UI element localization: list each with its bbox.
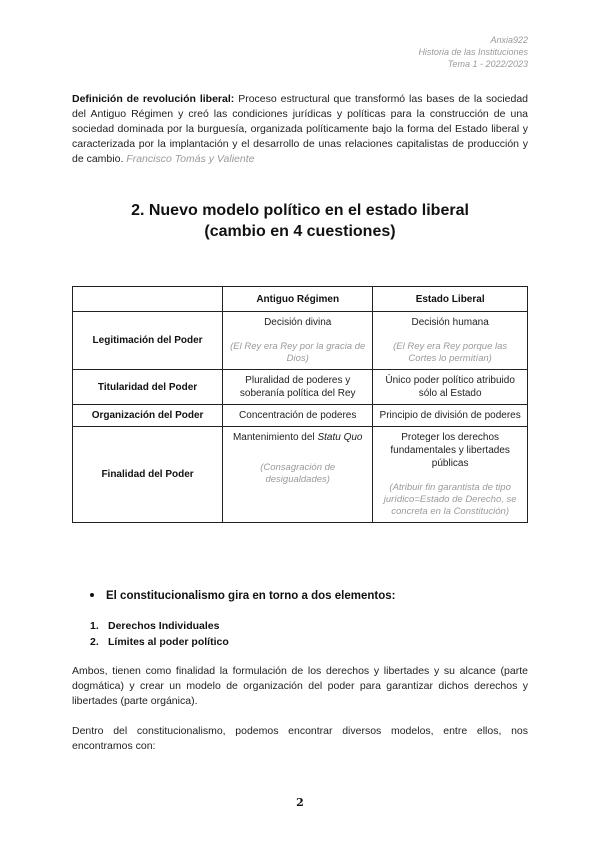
cell-text: Decisión humana [411,317,489,328]
cell-antiguo: Concentración de poderes [223,405,373,427]
cell-text: Proteger los derechos fundamentales y libertades públicas [390,432,510,469]
row-label: Titularidad del Poder [73,370,223,405]
row-label: Finalidad del Poder [73,427,223,523]
definition-text: Proceso estructural que transformó las bases de la sociedad del Antiguo Régimen y creó las condiciones jurídicas y políticas para la construcción de una sociedad dominada por la burguesía, organizada políticamente bajo la forma del Estado liberal y caracterizada por la implantación y el desarrollo de unas relaciones capitalistas de producción y de cambio. [72,93,529,165]
table-header-liberal: Estado Liberal [373,287,528,312]
list-item [90,634,229,650]
cell-text-prefix: Mantenimiento del [232,432,318,443]
row-label: Legitimación del Poder [73,312,223,370]
cell-liberal [373,427,528,523]
table-row [73,405,528,427]
section-title [72,200,528,242]
table-row [73,427,528,523]
table-header-antiguo: Antiguo Régimen [223,287,373,312]
definition-paragraph [72,92,528,167]
comparison-table [72,286,528,523]
header-topic: Tema 1 - 2022/2023 [447,59,528,69]
cell-antiguo: Pluralidad de poderes y soberanía política del Rey [223,370,373,405]
list-text: Límites al poder político [108,636,229,648]
cell-text: Decisión divina [264,317,332,328]
bullet-dot-icon [90,593,94,597]
cell-liberal: Único poder político atribuido sólo al Estado [373,370,528,405]
cell-note: (Atribuir fin garantista de tipo jurídico=Estado de Derecho, se concreta en la Constitución) [383,482,517,517]
cell-note: (El Rey era Rey porque las Cortes lo permitían) [393,341,508,364]
definition-term: Definición de revolución liberal: [72,93,235,105]
paragraph: Dentro del constitucionalismo, podemos encontrar diversos modelos, entre ellos, nos encontramos con: [72,725,528,752]
section-title-line1: 2. Nuevo modelo político en el estado liberal [131,202,469,219]
cell-note: (Consagración de desigualdades) [260,462,336,485]
page-header [418,34,528,70]
paragraph: Ambos, tienen como finalidad la formulación de los derechos y libertades y su alcance (parte dogmática) y crear un modelo de organización del poder para garantizar dichos derechos y libertades (parte orgánica). [72,665,528,707]
section-title-line2: (cambio en 4 cuestiones) [204,223,396,240]
definition-author: Francisco Tomás y Valiente [126,153,255,165]
cell-note: (El Rey era Rey por la gracia de Dios) [230,341,366,364]
table-row [73,370,528,405]
list-item [90,618,229,634]
list-text: Derechos Individuales [108,620,220,632]
cell-liberal: Principio de división de poderes [373,405,528,427]
table-row [73,312,528,370]
table-header-empty [73,287,223,312]
list-number: 1. [90,620,99,632]
bullet-text: El constitucionalismo gira en torno a dos elementos: [106,590,396,602]
list-number: 2. [90,636,99,648]
header-subject: Historia de las Instituciones [418,47,528,57]
cell-antiguo [223,427,373,523]
header-author: Anxia922 [490,35,528,45]
cell-text-em: Statu Quo [317,432,363,443]
cell-antiguo [223,312,373,370]
row-label: Organización del Poder [73,405,223,427]
table-header-row [73,287,528,312]
page-number: 2 [296,796,304,809]
bullet-item [90,590,395,602]
numbered-list [90,618,229,650]
cell-liberal [373,312,528,370]
